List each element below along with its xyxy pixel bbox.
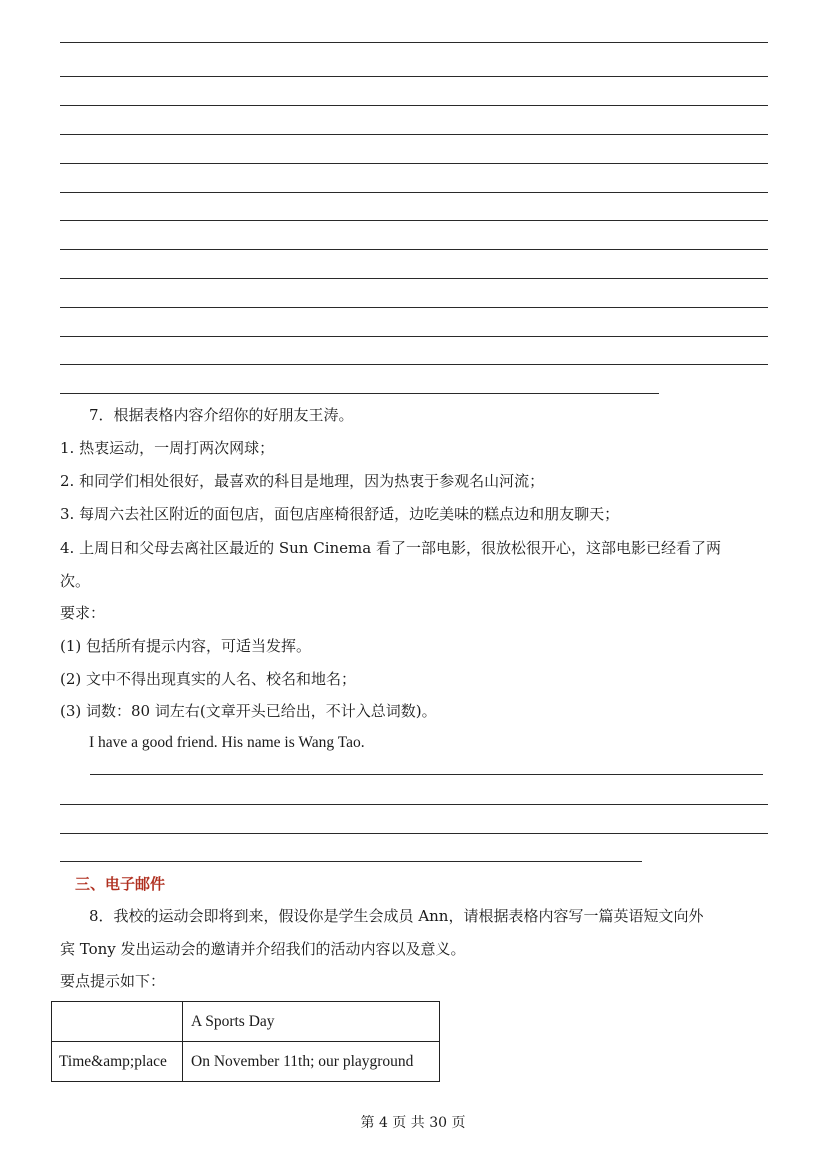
- answer-line: [60, 105, 768, 106]
- question-7-point: 2. 和同学们相处很好，最喜欢的科目是地理，因为热衷于参观名山河流；: [60, 472, 545, 490]
- requirement-item: (3) 词数：80 词左右(文章开头已给出，不计入总词数)。: [60, 702, 437, 720]
- answer-line: [60, 364, 768, 365]
- question-7-intro: 7．根据表格内容介绍你的好朋友王涛。: [89, 406, 354, 424]
- requirement-item: (2) 文中不得出现真实的人名、校名和地名；: [60, 670, 357, 688]
- essay-opening: I have a good friend. His name is Wang Tao.: [89, 734, 365, 751]
- requirement-item: (1) 包括所有提示内容，可适当发挥。: [60, 637, 312, 655]
- hints-title: 要点提示如下：: [60, 972, 166, 990]
- answer-line: [60, 833, 768, 834]
- answer-line: [60, 192, 768, 193]
- answer-line: [60, 804, 768, 805]
- answer-line: [60, 76, 768, 77]
- answer-line: [90, 774, 763, 775]
- question-7-point: 1. 热衷运动，一周打两次网球；: [60, 439, 275, 457]
- question-7-point: 4. 上周日和父母去离社区最近的 Sun Cinema 看了一部电影，很放松很开心，这部电影已经看了两: [60, 539, 721, 557]
- answer-line: [60, 163, 768, 164]
- table-cell: On November 11th; our playground: [183, 1042, 440, 1082]
- table-row: [52, 1002, 440, 1042]
- question-7-point: 3. 每周六去社区附近的面包店，面包店座椅很舒适，边吃美味的糕点边和朋友聊天；: [60, 505, 620, 523]
- table-cell: Time&amp;place: [52, 1042, 183, 1082]
- answer-line: [60, 249, 768, 250]
- question-7-point: 次。: [60, 572, 91, 590]
- table-row: [52, 1042, 440, 1082]
- answer-line: [60, 861, 642, 862]
- answer-line: [60, 393, 659, 394]
- answer-line: [60, 336, 768, 337]
- hints-table: [51, 1001, 440, 1082]
- table-cell: A Sports Day: [183, 1002, 440, 1042]
- answer-line: [60, 220, 768, 221]
- question-8-text: 8．我校的运动会即将到来，假设你是学生会成员 Ann，请根据表格内容写一篇英语短文向外: [89, 907, 704, 925]
- page-footer: 第 4 页 共 30 页: [360, 1115, 466, 1131]
- answer-line: [60, 42, 768, 43]
- question-8-text: 宾 Tony 发出运动会的邀请并介绍我们的活动内容以及意义。: [60, 940, 466, 958]
- answer-line: [60, 278, 768, 279]
- answer-line: [60, 134, 768, 135]
- section-heading: 三、电子邮件: [75, 875, 166, 893]
- table-cell: [52, 1002, 183, 1042]
- answer-line: [60, 307, 768, 308]
- requirements-title: 要求：: [60, 604, 106, 622]
